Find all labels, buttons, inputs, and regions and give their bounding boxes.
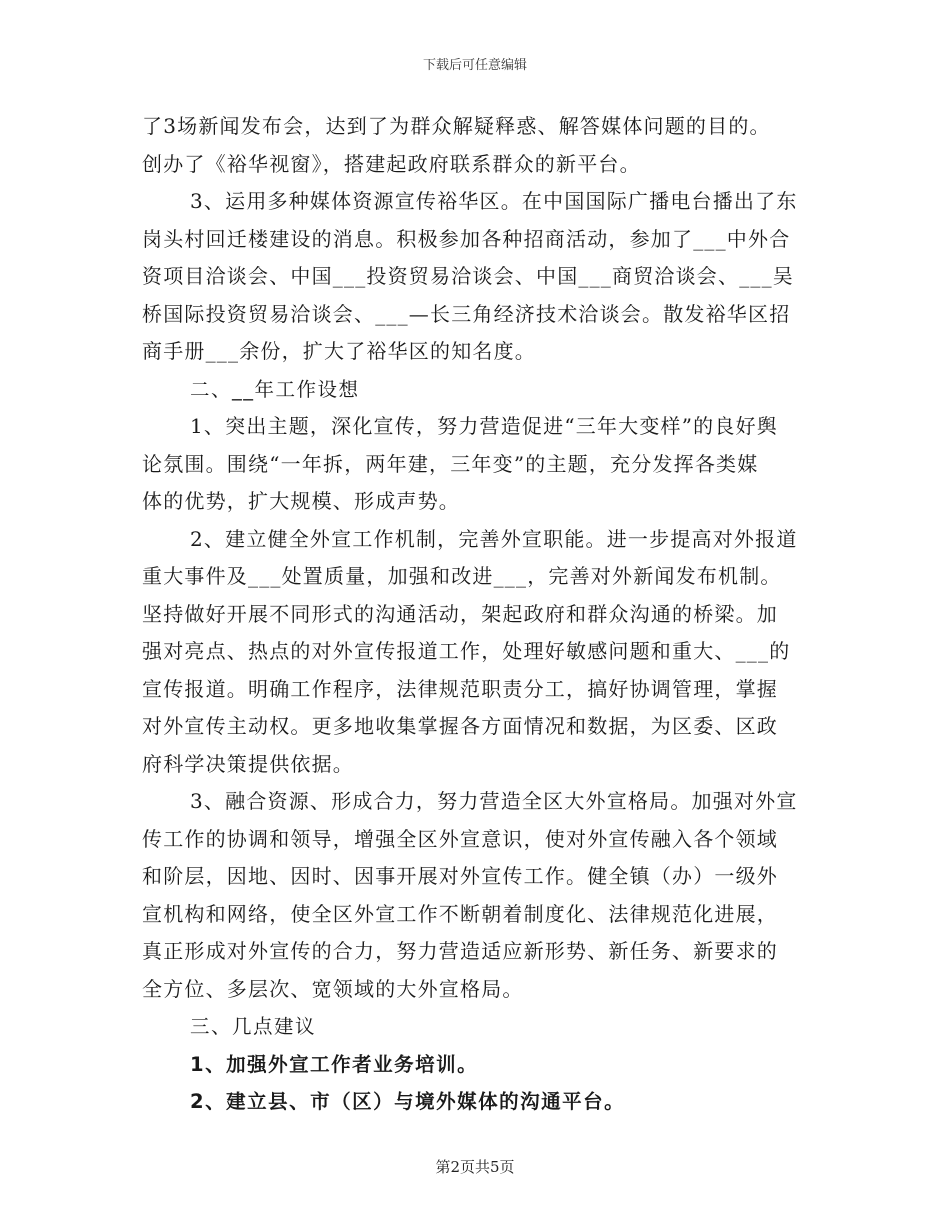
body-line: 宣机构和网络，使全区外宣工作不断朝着制度化、法律规范化进展， [142,901,778,926]
body-line: 传工作的协调和领导，增强全区外宣意识，使对外宣传融入各个领域 [142,826,778,851]
body-line: 重大事件及___处置质量，加强和改进___，完善对外新闻发布机制。 [142,564,782,588]
body-line: 全方位、多层次、宽领域的大外宣格局。 [142,976,524,1001]
body-line: 宣传报道。明确工作程序，法律规范职责分工，搞好协调管理，掌握 [142,676,778,701]
body-line: 府科学决策提供依据。 [142,751,354,776]
section-heading-2: 二、__年工作设想 [190,377,360,401]
body-line: 体的优势，扩大规模、形成声势。 [142,489,460,513]
body-line: 真正形成对外宣传的合力，努力营造适应新形势、新任务、新要求的 [142,939,778,963]
recommendation-item: 2、建立县、市（区）与境外媒体的沟通平台。 [190,1090,626,1113]
body-line: 桥国际投资贸易洽谈会、___—长三角经济技术洽谈会。散发裕华区招 [142,301,791,326]
body-line: 和阶层，因地、因时、因事开展对外宣传工作。健全镇（办）一级外 [142,864,778,888]
page-header-note: 下载后可任意编辑 [422,58,527,73]
body-line: 资项目洽谈会、中国___投资贸易洽谈会、中国___商贸洽谈会、___吴 [142,264,794,288]
body-line: 3、融合资源、形成合力，努力营造全区大外宣格局。加强对外宣 [190,789,798,813]
page-number: 第2页共5页 [435,1158,515,1176]
recommendation-item: 1、加强外宣工作者业务培训。 [190,1052,479,1076]
body-line: 3、运用多种媒体资源宣传裕华区。在中国国际广播电台播出了东 [190,189,798,213]
body-line: 创办了《裕华视窗》，搭建起政府联系群众的新平台。 [142,151,641,176]
body-line: 强对亮点、热点的对外宣传报道工作，处理好敏感问题和重大、___的 [142,639,791,663]
body-line: 岗头村回迁楼建设的消息。积极参加各种招商活动，参加了___中外合 [142,226,791,251]
body-line: 2、建立健全外宣工作机制，完善外宣职能。进一步提高对外报道 [190,526,798,551]
section-heading-3: 三、几点建议 [190,1015,317,1038]
body-line: 了3场新闻发布会，达到了为群众解疑释惑、解答媒体问题的目的。 [142,114,771,138]
body-line: 坚持做好开展不同形式的沟通活动，架起政府和群众沟通的桥梁。加 [142,601,778,626]
document-body [142,108,812,1121]
body-line: 商手册___余份，扩大了裕华区的知名度。 [142,339,536,363]
body-line: 1、突出主题，深化宣传，努力营造促进“三年大变样”的良好舆 [190,414,778,438]
body-line: 对外宣传主动权。更多地收集掌握各方面情况和数据，为区委、区政 [142,714,778,738]
body-line: 论氛围。围绕“一年拆，两年建，三年变”的主题，充分发挥各类媒 [142,451,759,476]
